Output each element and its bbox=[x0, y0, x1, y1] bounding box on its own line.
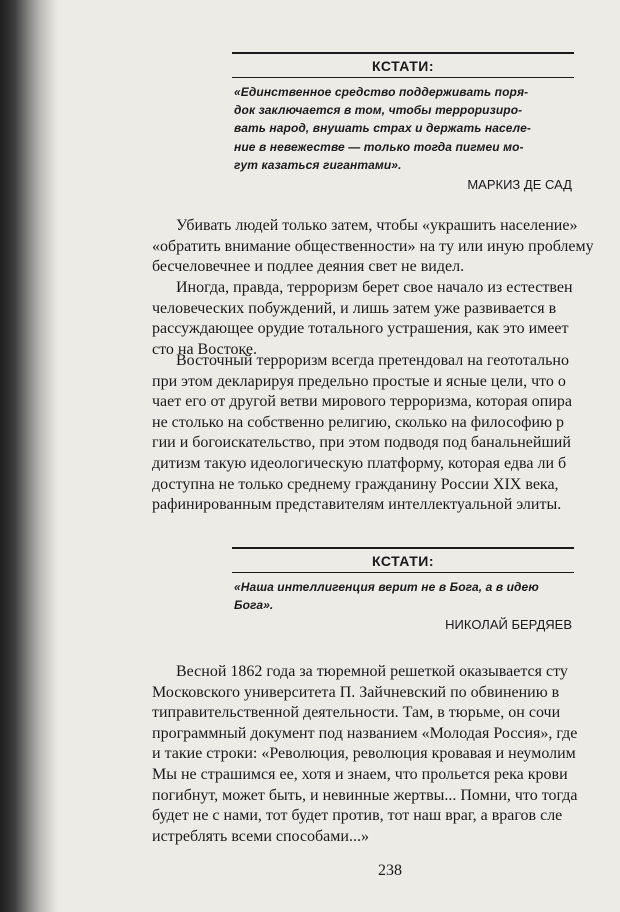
text-line: бесчеловечнее и подлее деяния свет не видел. bbox=[152, 258, 465, 276]
aside-author: НИКОЛАЙ БЕРДЯЕВ bbox=[445, 617, 572, 633]
text-line: дитизм такую идеологическую платформу, которая едва ли б bbox=[152, 454, 567, 472]
aside-heading: КСТАТИ: bbox=[372, 553, 434, 569]
aside-box-berdyaev bbox=[232, 547, 574, 632]
aside-quote bbox=[232, 578, 574, 614]
text-line: при этом декларируя предельно простые и ясные цели, что о bbox=[152, 372, 566, 390]
text-line: Убивать людей только затем, чтобы «украшить население» bbox=[176, 217, 578, 234]
text-line: Весной 1862 года за тюремной решеткой оказывается сту bbox=[176, 663, 568, 680]
text-line: чает его от другой ветви мирового терроризма, которая опира bbox=[152, 393, 572, 411]
text-line: будет не с нами, тот будет против, тот наш враг, а врагов сле bbox=[152, 807, 563, 825]
text-line: рассуждающее орудие тотального устрашения, как это имеет bbox=[152, 320, 569, 338]
aside-heading-rule bbox=[232, 572, 574, 573]
text-line: погибнут, может быть, и невинные жертвы... Помни, что тогда bbox=[152, 786, 578, 804]
quote-line: «Наша интеллигенция верит не в Бога, а в идею bbox=[234, 580, 539, 594]
text-line: сто на Востоке. bbox=[152, 340, 257, 358]
quote-line: Бога». bbox=[234, 598, 274, 613]
body-paragraph bbox=[152, 351, 620, 516]
quote-line: гут казаться гигантами». bbox=[234, 157, 402, 172]
aside-quote bbox=[232, 83, 574, 174]
text-line: Иногда, правда, терроризм берет свое начало из естествен bbox=[176, 279, 573, 296]
text-line: Мы не страшимся ее, хотя и знаем, что прольется река крови bbox=[152, 765, 568, 783]
text-line: рафинированным представителям интеллектуальной элиты. bbox=[152, 496, 562, 514]
text-line: «обратить внимание общественности» на ту или иную проблему bbox=[152, 237, 594, 255]
body-paragraph bbox=[152, 662, 620, 847]
text-line: программный документ под названием «Молодая Россия», где bbox=[152, 724, 578, 742]
aside-author: МАРКИЗ ДЕ САД bbox=[467, 177, 572, 193]
page-number: 238 bbox=[378, 862, 402, 879]
text-line: не столько на собственно религию, сколько на философию р bbox=[152, 413, 565, 431]
aside-heading-rule bbox=[232, 77, 574, 78]
text-line: истреблять всеми способами...» bbox=[152, 827, 369, 845]
aside-heading: КСТАТИ: bbox=[372, 58, 434, 74]
quote-line: ние в невежестве — только тогда пигмеи мо- bbox=[234, 139, 524, 154]
text-line: доступна не только среднему гражданину России XIX века, bbox=[152, 475, 559, 493]
text-line: гии и богоискательство, при этом подводя под банальнейший bbox=[152, 434, 571, 452]
book-gutter-shadow bbox=[0, 0, 58, 912]
text-line: Восточный терроризм всегда претендовал на геототально bbox=[176, 352, 569, 369]
text-line: и такие строки: «Революция, революция кровавая и неумолим bbox=[152, 745, 576, 763]
quote-line: вать народ, внушать страх и держать населе- bbox=[234, 121, 531, 136]
quote-line: «Единственное средство поддерживать поря- bbox=[234, 85, 529, 99]
aside-box-sade bbox=[232, 52, 574, 192]
text-line: Московского университета П. Зайчневский по обвинению в bbox=[152, 683, 560, 701]
text-line: типравительственной деятельности. Там, в тюрьме, он сочи bbox=[152, 704, 561, 722]
text-line: человеческих побуждений, и лишь затем уже развивается в bbox=[152, 299, 557, 317]
quote-line: док заключается в том, чтобы терроризиро- bbox=[234, 103, 523, 118]
body-paragraph bbox=[152, 216, 620, 278]
body-paragraph bbox=[152, 278, 620, 360]
